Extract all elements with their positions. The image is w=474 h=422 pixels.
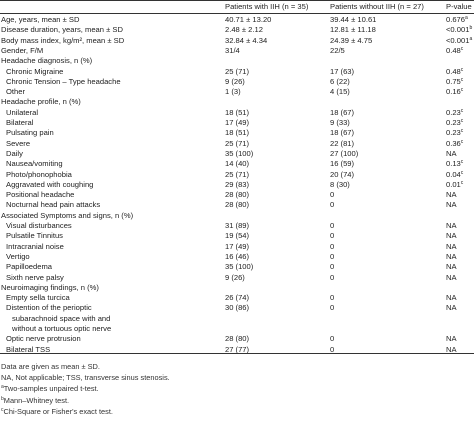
- cell-p-value: NA: [446, 293, 457, 303]
- cell-iih: 29 (83): [225, 179, 250, 189]
- row-label: Body mass index, kg/m², mean ± SD: [1, 35, 125, 45]
- row-label: Associated Symptoms and signs, n (%): [1, 210, 134, 220]
- cell-iih: 25 (71): [225, 138, 250, 148]
- cell-non-iih: 16 (59): [330, 159, 355, 169]
- row-label: Nausea/vomiting: [6, 159, 63, 169]
- cell-iih: 17 (49): [225, 241, 250, 251]
- cell-p-value: 0.36$^c$: [446, 138, 464, 148]
- row-label: Empty sella turcica: [6, 293, 70, 303]
- cell-non-iih: 0: [330, 293, 335, 303]
- table-row: [0, 324, 474, 334]
- cell-non-iih: 8 (30): [330, 179, 350, 189]
- row-label: Chronic Migraine: [6, 66, 64, 76]
- table-row: [0, 118, 474, 128]
- cell-p-value: NA: [446, 241, 457, 251]
- cell-iih: 14 (40): [225, 159, 250, 169]
- cell-non-iih: 18 (67): [330, 128, 355, 138]
- row-label: Headache profile, n (%): [1, 97, 81, 107]
- table-row: [0, 139, 474, 149]
- cell-iih: 31 (89): [225, 221, 250, 230]
- footnote-marker: c: [460, 159, 464, 166]
- cell-p-value: NA: [446, 272, 457, 282]
- row-label: Pulsating pain: [6, 128, 54, 138]
- cell-p-value: 0.23$^c$: [446, 107, 464, 117]
- table-row: [0, 87, 474, 97]
- cell-non-iih: 0: [330, 344, 335, 354]
- cell-p-value: NA: [446, 190, 457, 200]
- table-row: [0, 77, 474, 87]
- footnote-marker: c: [460, 66, 464, 73]
- bottom-rule: [0, 353, 474, 354]
- cell-p-value: NA: [446, 262, 457, 272]
- footnote-marker: c: [460, 87, 464, 94]
- cell-p-value: 0.23$^c$: [446, 118, 464, 127]
- row-label: Neuroimaging findings, n (%): [1, 282, 99, 292]
- cell-iih: 16 (46): [225, 251, 250, 261]
- row-label: Bilateral: [6, 118, 34, 127]
- table-row: [0, 25, 474, 35]
- row-label: Sixth nerve palsy: [6, 272, 64, 282]
- cell-p-value: 0.48$^c$: [446, 45, 464, 55]
- table-row: [0, 273, 474, 283]
- table-row: [0, 303, 474, 313]
- header-rule: [0, 13, 474, 14]
- row-label: Headache diagnosis, n (%): [1, 56, 93, 66]
- cell-iih: 35 (100): [225, 148, 254, 158]
- footnote-marker: a: [469, 35, 473, 42]
- table-row: [0, 293, 474, 303]
- table-row: [0, 67, 474, 77]
- cell-p-value: NA: [446, 200, 457, 210]
- footnote-marker: c: [460, 169, 464, 176]
- row-label: Other: [6, 87, 25, 97]
- cell-iih: 28 (80): [225, 200, 250, 210]
- footnote: $^b$Mann–Whitney test.: [1, 395, 70, 405]
- footnote-marker: c: [460, 128, 464, 135]
- row-label: subarachnoid space with and: [12, 313, 111, 323]
- cell-iih: 28 (80): [225, 190, 250, 200]
- cell-non-iih: 22 (81): [330, 138, 355, 148]
- header-p-value: P-value: [446, 2, 472, 11]
- footnote-marker: c: [460, 107, 464, 114]
- table-row: [0, 221, 474, 231]
- row-label: Daily: [6, 148, 23, 158]
- cell-iih: 9 (26): [225, 272, 245, 282]
- cell-non-iih: 20 (74): [330, 169, 355, 179]
- table-row: [0, 211, 474, 221]
- footnote-marker: b: [1, 395, 4, 402]
- table-row: [0, 149, 474, 159]
- cell-p-value: 0.04$^c$: [446, 169, 464, 179]
- footnote: NA, Not applicable; TSS, transverse sinus stenosis.: [1, 373, 170, 383]
- table-header: [0, 2, 474, 12]
- cell-p-value: NA: [446, 221, 457, 230]
- cell-p-value: 0.75$^c$: [446, 76, 464, 86]
- footnote-marker: c: [1, 406, 4, 413]
- cell-p-value: 0.48$^c$: [446, 66, 464, 76]
- cell-non-iih: 0: [330, 251, 335, 261]
- table-row: [0, 190, 474, 200]
- row-label: Optic nerve protrusion: [6, 334, 81, 344]
- row-label: Aggravated with coughing: [6, 179, 94, 189]
- cell-p-value: 0.676$^a$: [446, 15, 468, 24]
- cell-non-iih: 0: [330, 190, 335, 200]
- header-iih: Patients with IIH (n = 35): [225, 2, 309, 11]
- cell-iih: 2.48 ± 2.12: [225, 25, 263, 35]
- cell-p-value: NA: [446, 251, 457, 261]
- footnote-marker: c: [460, 179, 464, 186]
- row-label: without a tortuous optic nerve: [12, 324, 112, 333]
- cell-iih: 9 (26): [225, 76, 245, 86]
- row-label: Distention of the perioptic: [6, 303, 92, 313]
- cell-non-iih: 0: [330, 262, 335, 272]
- row-label: Severe: [6, 138, 31, 148]
- cell-iih: 26 (74): [225, 293, 250, 303]
- cell-iih: 27 (77): [225, 344, 250, 354]
- cell-non-iih: 0: [330, 272, 335, 282]
- row-label: Disease duration, years, mean ± SD: [1, 25, 123, 35]
- cell-non-iih: 0: [330, 241, 335, 251]
- row-label: Age, years, mean ± SD: [1, 15, 80, 24]
- cell-p-value: NA: [446, 303, 457, 313]
- cell-p-value: <0.001$^a$: [446, 35, 473, 45]
- cell-non-iih: 9 (33): [330, 118, 350, 127]
- footnote-marker: b: [469, 25, 473, 32]
- footnote: Data are given as mean ± SD.: [1, 362, 100, 371]
- cell-iih: 18 (51): [225, 107, 250, 117]
- cell-non-iih: 4 (15): [330, 87, 350, 97]
- row-label: Gender, F/M: [1, 45, 44, 55]
- cell-p-value: 0.23$^c$: [446, 128, 464, 138]
- top-rule: [0, 0, 474, 1]
- row-label: Visual disturbances: [6, 221, 72, 230]
- row-label: Photo/phonophobia: [6, 169, 72, 179]
- row-label: Positional headache: [6, 190, 75, 200]
- cell-non-iih: 24.39 ± 4.75: [330, 35, 373, 45]
- cell-iih: 28 (80): [225, 334, 250, 344]
- cell-non-iih: 0: [330, 200, 335, 210]
- table-row: [0, 15, 474, 25]
- cell-p-value: NA: [446, 231, 457, 241]
- cell-non-iih: 0: [330, 231, 335, 241]
- table-row: [0, 314, 474, 324]
- table-row: [0, 108, 474, 118]
- row-label: Unilateral: [6, 107, 39, 117]
- table-row: [0, 231, 474, 241]
- table-row: [0, 252, 474, 262]
- row-label: Chronic Tension – Type headache: [6, 76, 121, 86]
- table-row: [0, 262, 474, 272]
- footnote-marker: a: [465, 15, 468, 21]
- cell-iih: 18 (51): [225, 128, 250, 138]
- header-non-iih: Patients without IIH (n = 27): [330, 2, 424, 11]
- cell-non-iih: 0: [330, 334, 335, 344]
- cell-non-iih: 6 (22): [330, 76, 350, 86]
- cell-non-iih: 39.44 ± 10.61: [330, 15, 377, 24]
- cell-iih: 19 (54): [225, 231, 250, 241]
- footnote-marker: c: [460, 45, 464, 52]
- cell-non-iih: 0: [330, 303, 335, 313]
- row-label: Intracranial noise: [6, 241, 64, 251]
- footnote-marker: c: [460, 76, 464, 83]
- footnote-marker: a: [1, 384, 4, 391]
- cell-iih: 30 (86): [225, 303, 250, 313]
- row-label: Vertigo: [6, 251, 30, 261]
- footnote: $^c$Chi-Square or Fisher's exact test.: [1, 406, 113, 416]
- row-label: Pulsatile Tinnitus: [6, 231, 63, 241]
- cell-p-value: NA: [446, 148, 457, 158]
- cell-non-iih: 18 (67): [330, 107, 355, 117]
- table-row: [0, 159, 474, 169]
- cell-non-iih: 12.81 ± 11.18: [330, 25, 376, 35]
- cell-p-value: <0.001$^b$: [446, 25, 473, 35]
- row-label: Nocturnal head pain attacks: [6, 200, 101, 210]
- cell-iih: 31/4: [225, 45, 240, 55]
- cell-iih: 35 (100): [225, 262, 254, 272]
- cell-non-iih: 27 (100): [330, 148, 359, 158]
- cell-p-value: NA: [446, 334, 457, 344]
- table-row: [0, 200, 474, 210]
- table-row: [0, 242, 474, 252]
- cell-iih: 25 (71): [225, 169, 250, 179]
- table-row: [0, 46, 474, 56]
- table-row: [0, 170, 474, 180]
- table-row: [0, 56, 474, 66]
- cell-non-iih: 22/5: [330, 45, 345, 55]
- table-row: [0, 128, 474, 138]
- table-row: [0, 283, 474, 293]
- cell-p-value: 0.01$^c$: [446, 179, 464, 189]
- row-label: Papilloedema: [6, 262, 53, 272]
- footnote-marker: c: [460, 118, 464, 124]
- footnote: $^a$Two-samples unpaired t-test.: [1, 384, 99, 394]
- table-row: [0, 180, 474, 190]
- cell-iih: 40.71 ± 13.20: [225, 15, 272, 24]
- cell-iih: 17 (49): [225, 118, 250, 127]
- cell-iih: 32.84 ± 4.34: [225, 35, 268, 45]
- table-row: [0, 36, 474, 46]
- row-label: Bilateral TSS: [6, 344, 51, 354]
- cell-p-value: 0.13$^c$: [446, 159, 464, 169]
- footnote-marker: c: [460, 138, 464, 145]
- table-row: [0, 334, 474, 344]
- table-row: [0, 97, 474, 107]
- cell-non-iih: 17 (63): [330, 66, 355, 76]
- cell-iih: 25 (71): [225, 66, 250, 76]
- cell-p-value: NA: [446, 344, 457, 354]
- cell-p-value: 0.16$^c$: [446, 87, 464, 97]
- cell-non-iih: 0: [330, 221, 335, 230]
- cell-iih: 1 (3): [225, 87, 241, 97]
